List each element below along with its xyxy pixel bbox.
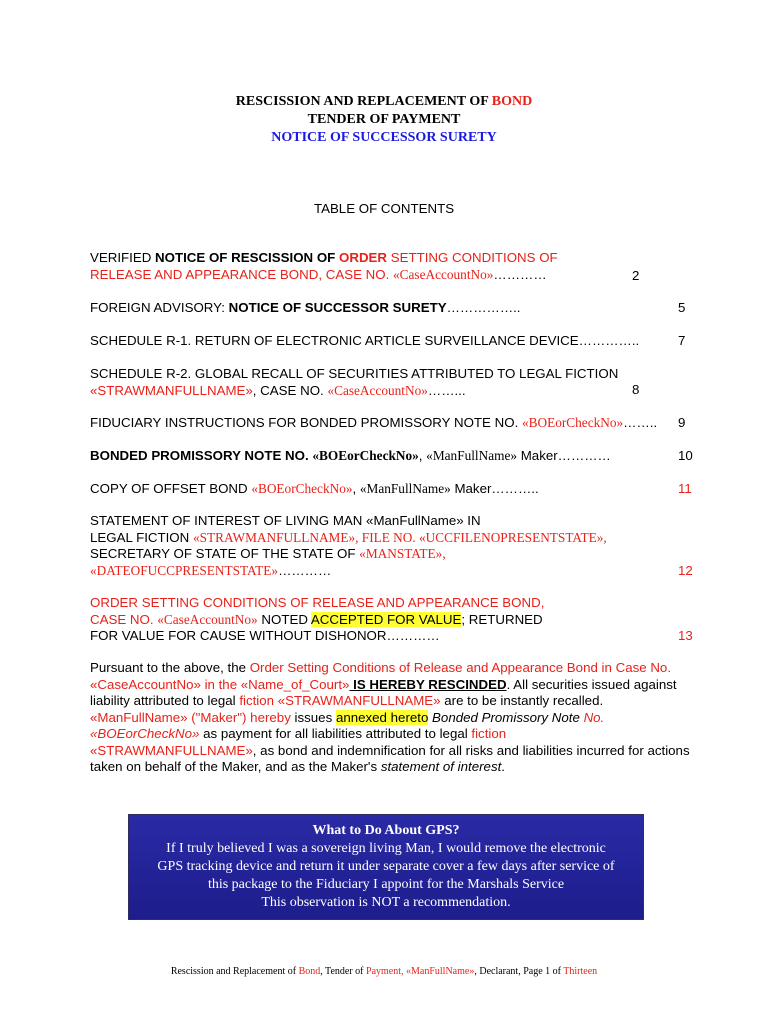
toc-entry-5: FIDUCIARY INSTRUCTIONS FOR BONDED PROMISSORY NOTE NO. «BOEorCheckNo»…….. xyxy=(90,415,658,430)
title-line-3: NOTICE OF SUCCESSOR SURETY xyxy=(271,130,497,145)
page-footer: Rescission and Replacement of Bond, Tender of Payment, «ManFullName», Declarant, Page 1 of Thirteen xyxy=(170,966,598,977)
toc-page-1: 2 xyxy=(632,268,640,283)
title-line-1: RESCISSION AND REPLACEMENT OF BOND xyxy=(235,94,533,109)
title-line-2: TENDER OF PAYMENT xyxy=(307,112,461,127)
toc-heading: TABLE OF CONTENTS xyxy=(313,201,455,216)
toc-page-5: 9 xyxy=(678,415,686,430)
toc-entry-8: STATEMENT OF INTEREST OF LIVING MAN «ManFullName» IN LEGAL FICTION «STRAWMANFULLNAME», FILE NO. «UCCFILENOPRESENTSTATE», SECRETARY OF STATE OF THE STATE OF «MANSTATE», «DATEOFUCCPRESENTSTATE»………… xyxy=(90,513,607,578)
toc-page-9: 13 xyxy=(678,628,693,643)
toc-entry-4: SCHEDULE R-2. GLOBAL RECALL OF SECURITIES ATTRIBUTED TO LEGAL FICTION «STRAWMANFULLNAME», CASE NO. «CaseAccountNo»……... xyxy=(90,366,619,398)
toc-entry-9: ORDER SETTING CONDITIONS OF RELEASE AND APPEARANCE BOND, CASE NO. «CaseAccountNo» NOTED ACCEPTED FOR VALUE; RETURNED FOR VALUE FOR CAUSE WITHOUT DISHONOR………… xyxy=(90,595,545,643)
gps-callout-box xyxy=(128,814,644,920)
toc-entry-6: BONDED PROMISSORY NOTE NO. «BOEorCheckNo», «ManFullName» Maker………… xyxy=(90,448,611,463)
toc-entry-1: VERIFIED NOTICE OF RESCISSION OF ORDER SETTING CONDITIONS OF RELEASE AND APPEARANCE BOND, CASE NO. «CaseAccountNo»………… xyxy=(90,250,558,282)
toc-page-4: 8 xyxy=(632,382,640,397)
body-paragraph: Pursuant to the above, the Order Setting Conditions of Release and Appearance Bond in Case No. «CaseAccountNo» in the «Name_of_Court» IS HEREBY RESCINDED. All securities issued against liability attributed to legal fiction «STRAWMANFULLNAME» are to be instantly recalled. «ManFullName» ("Maker") hereby issues annexed hereto Bonded Promissory Note No. «BOEorCheckNo» as payment for all liabilities attributed to legal fiction «STRAWMANFULLNAME», as bond and indemnification for all risks and liabilities incurred for actions taken on behalf of the Maker, and as the Maker's statement of interest. xyxy=(90,660,690,774)
gps-callout-line: this package to the Fiduciary I appoint for the Marshals Service xyxy=(207,877,565,892)
gps-callout-line: If I truly believed I was a sovereign living Man, I would remove the electronic xyxy=(166,841,606,856)
gps-callout-line: This observation is NOT a recommendation. xyxy=(261,895,511,910)
gps-callout-title: What to Do About GPS? xyxy=(312,823,460,838)
toc-page-8: 12 xyxy=(678,563,693,578)
gps-callout-line: GPS tracking device and return it under separate cover a few days after service of xyxy=(157,859,615,874)
toc-page-7: 11 xyxy=(678,481,692,496)
toc-entry-3: SCHEDULE R-1. RETURN OF ELECTRONIC ARTICLE SURVEILLANCE DEVICE………….. xyxy=(90,333,640,348)
toc-entry-2: FOREIGN ADVISORY: NOTICE OF SUCCESSOR SURETY…………….. xyxy=(90,300,521,315)
toc-page-3: 7 xyxy=(678,333,686,348)
toc-page-6: 10 xyxy=(678,448,693,463)
toc-page-2: 5 xyxy=(678,300,686,315)
toc-entry-7: COPY OF OFFSET BOND «BOEorCheckNo», «ManFullName» Maker……….. xyxy=(90,481,539,496)
